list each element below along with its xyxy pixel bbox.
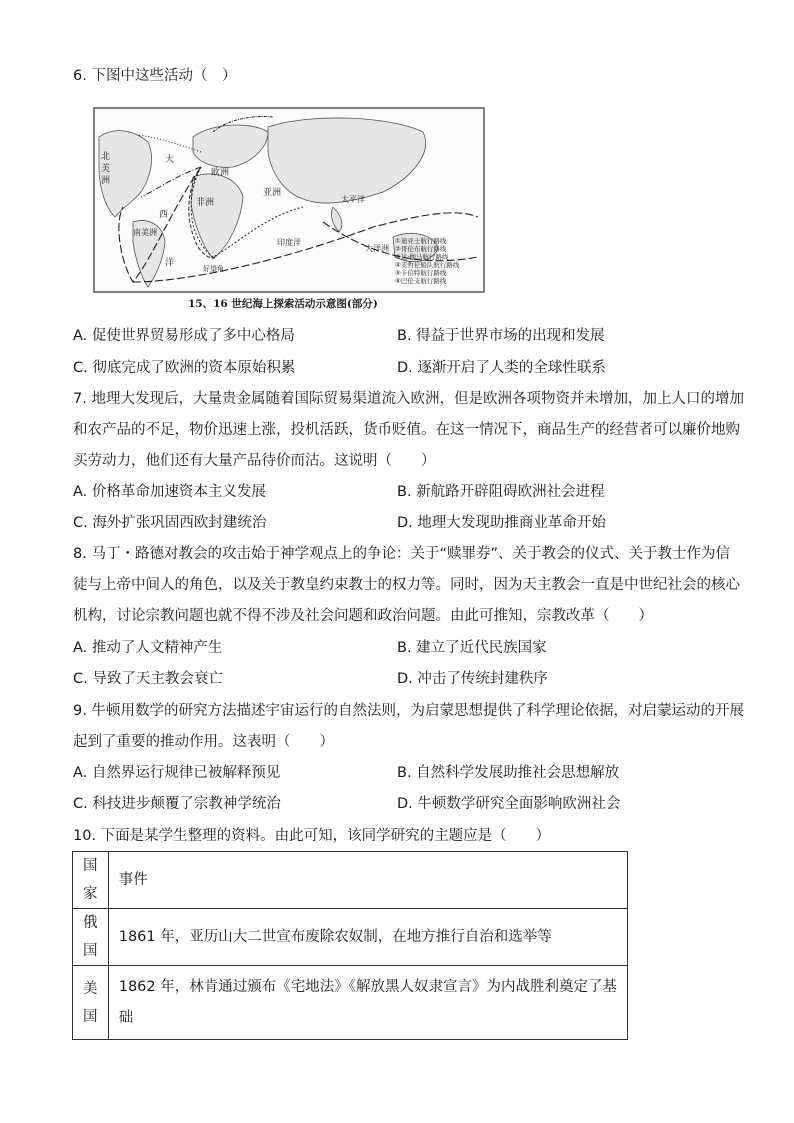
map-label: 亚洲 (263, 188, 282, 198)
table-row (73, 909, 628, 966)
q9-text-line: 9. 牛顿用数学的研究方法描述宇宙运行的自然法则，为启蒙思想提供了科学理论依据，对启蒙运动的开展 (73, 703, 744, 719)
q7-text-line: 和农产品的不足，物价迅速上涨，投机活跃，货币贬值。在这一情况下，商品生产的经营者可以廉价地购 (73, 422, 740, 438)
map-legend-item: ③达·伽马航行路线 (395, 253, 449, 261)
q9-option-a: A. 自然界运行规律已被解释预见 (73, 765, 281, 781)
map-label: 好望角 (203, 265, 224, 273)
map-label: 大 (165, 155, 175, 165)
q8-option-b: B. 建立了近代民族国家 (397, 640, 547, 656)
q9-option-b: B. 自然科学发展助推社会思想解放 (397, 765, 620, 781)
map-label: 大洋洲 (365, 244, 389, 253)
map-label: 南美洲 (133, 228, 157, 237)
map-legend-item: ⑥巴伦支航行路线 (395, 277, 447, 285)
q8-text-line: 徒与上帝中间人的角色，以及关于教皇约束教士的权力等。同时，因为天主教会一直是中世纪社会的核心 (73, 577, 740, 593)
map-label: 西 (159, 210, 169, 220)
event-line: 1862 年，林肯通过颁布《宅地法》《解放黑人奴隶宣言》为内战胜利奠定了基 (118, 978, 617, 995)
q9-option-c: C. 科技进步颠覆了宗教神学统治 (73, 796, 281, 812)
table-header-cell: 事件 (108, 852, 627, 909)
question-6-stem: 6. 下图中这些活动（ ） (73, 68, 237, 84)
exploration-routes-map (93, 107, 485, 293)
q8-text-line: 机构，讨论宗教问题也就不得不涉及社会问题和政治问题。由此可推知，宗教改革（ ） (73, 608, 653, 624)
map-legend-item: ①迪亚士航行路线 (395, 237, 447, 245)
map-label: 北 (101, 152, 111, 162)
map-legend-item: ②哥伦布航行路线 (395, 245, 447, 253)
map-label: 洋 (165, 258, 175, 268)
q8-option-a: A. 推动了人文精神产生 (73, 640, 223, 656)
map-label: 印度洋 (277, 238, 301, 247)
q7-option-a: A. 价格革命加速资本主义发展 (73, 484, 266, 500)
q7-text-line: 买劳动力，他们还有大量产品待价而沽。这说明（ ） (73, 453, 436, 469)
table-cell-country: 俄国 (73, 909, 109, 966)
q8-option-d: D. 冲击了传统封建秩序 (397, 671, 548, 687)
q6-option-b: B. 得益于世界市场的出现和发展 (397, 328, 605, 344)
map-label: 美 (101, 164, 111, 174)
q6-option-c: C. 彻底完成了欧洲的资本原始积累 (73, 360, 296, 376)
event-line: 础 (118, 1009, 134, 1026)
table-header-row (73, 852, 628, 909)
q7-text-line: 7. 地理大发现后，大量贵金属随着国际贸易渠道流入欧洲，但是欧洲各项物资并未增加，加上人口的增加 (73, 391, 744, 407)
map-legend-item: ④麦哲伦船队航行路线 (395, 261, 460, 269)
table-cell-event (108, 966, 627, 1040)
q7-option-b: B. 新航路开辟阻碍欧洲社会进程 (397, 484, 605, 500)
q9-text-line: 起到了重要的推动作用。这表明（ ） (73, 734, 334, 750)
map-caption: 15、16 世纪海上探索活动示意图(部分) (188, 298, 378, 310)
map-label: 欧洲 (211, 168, 230, 178)
q7-option-d: D. 地理大发现助推商业革命开始 (397, 515, 606, 531)
q9-option-d: D. 牛顿数学研究全面影响欧洲社会 (397, 796, 621, 812)
table-row (73, 966, 628, 1040)
table-cell-country: 美国 (73, 966, 109, 1040)
question-10-stem: 10. 下面是某学生整理的资料。由此可知，该同学研究的主题应是（ ） (73, 828, 551, 844)
map-label: 太平洋 (341, 195, 365, 204)
map-label: 洲 (101, 176, 111, 186)
q7-option-c: C. 海外扩张巩固西欧封建统治 (73, 515, 267, 531)
q6-option-d: D. 逐渐开启了人类的全球性联系 (397, 360, 606, 376)
q8-option-c: C. 导致了天主教会衰亡 (73, 671, 223, 687)
q6-option-a: A. 促使世界贸易形成了多中心格局 (73, 328, 295, 344)
events-table (72, 851, 628, 1040)
table-cell-event: 1861 年，亚历山大二世宣布废除农奴制，在地方推行自治和选举等 (108, 909, 627, 966)
map-legend-item: ⑤卡伯特航行路线 (395, 269, 447, 277)
map-label: 非洲 (196, 198, 215, 208)
table-header-cell: 国家 (73, 852, 109, 909)
q8-text-line: 8. 马丁・路德对教会的攻击始于神学观点上的争论：关于“赎罪券”、关于教会的仪式、关于教士作为信 (73, 546, 730, 562)
